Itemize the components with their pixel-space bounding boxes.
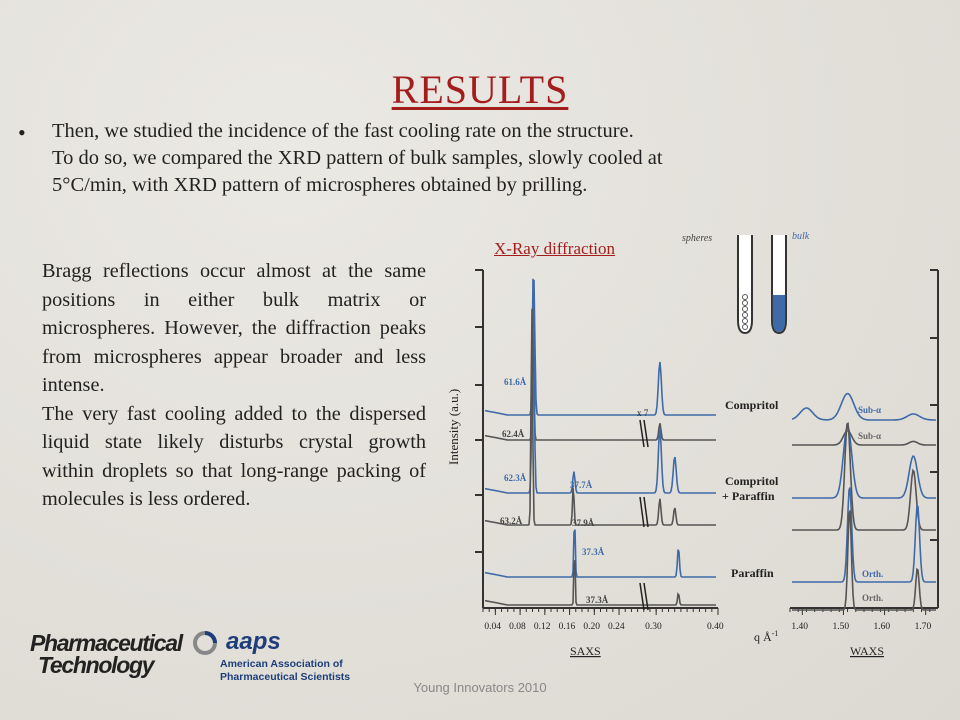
x-tick-label: 0.30	[645, 622, 662, 632]
intro-line-3: 5°C/min, with XRD pattern of microspheres obtained by prilling.	[52, 174, 588, 196]
saxs-frame	[483, 270, 718, 608]
aaps-wordmark: aaps	[226, 628, 281, 655]
waxs-series-line	[792, 488, 936, 582]
x-tick-label: 1.50	[832, 622, 850, 632]
x-tick-label: 1.70	[914, 622, 932, 632]
aaps-subtitle-2: Pharmaceutical Scientists	[220, 671, 351, 683]
waxs-label: WAXS	[850, 644, 885, 658]
aaps-logo	[192, 628, 362, 688]
footer-text: Young Innovators 2010	[413, 680, 547, 695]
peak-label: 62.3Å	[504, 473, 527, 483]
tube-bulk-icon	[772, 235, 786, 333]
x7-label: x 7	[637, 408, 649, 418]
tube-bulk-label: bulk	[792, 231, 810, 242]
aaps-swirl-icon	[192, 630, 222, 656]
sample-label-paraffin: Paraffin	[731, 566, 774, 580]
waxs-phase-label: Sub-α	[858, 405, 882, 415]
tube-spheres-label: spheres	[682, 233, 713, 244]
x-tick-label: 1.40	[791, 622, 808, 632]
x-tick-label: 0.20	[583, 622, 600, 632]
x-unit-label: q $Å^{-1}$	[754, 629, 779, 644]
sample-label-compritol-paraffin-2: + Paraffin	[722, 489, 775, 503]
x-tick-label: 0.24	[608, 622, 625, 632]
xrd-figure	[430, 225, 950, 665]
sample-label-compritol: Compritol	[725, 398, 779, 412]
intro-line-1: Then, we studied the incidence of the fast cooling rate on the structure.	[52, 120, 634, 142]
x-tick-label: 0.12	[533, 622, 551, 632]
peak-label: 62.4Å	[502, 429, 525, 439]
aaps-subtitle-1: American Association of	[220, 658, 343, 670]
peak-label: 37.3Å	[582, 547, 605, 557]
peak-label: 61.6Å	[504, 377, 527, 387]
peak-label: 37.7Å	[570, 480, 593, 490]
peak-label: 37.3Å	[586, 595, 609, 605]
waxs-phase-label: Sub-α	[858, 431, 882, 441]
saxs-series-line	[485, 280, 716, 415]
x-tick-label: 0.16	[558, 622, 576, 632]
body-paragraph-1: Bragg reflections occur almost at the same positions in either bulk matrix or microspheres. However, the diffraction peaks from microspheres appear broader and less intense.	[42, 260, 426, 396]
slide-title: RESULTS	[391, 67, 569, 112]
x-tick-label: 0.08	[509, 622, 526, 632]
body-text	[42, 257, 426, 514]
y-axis-label: Intensity (a.u.)	[446, 388, 461, 465]
peak-label: 37.9Å	[572, 518, 595, 528]
peak-label: 63.2Å	[500, 516, 523, 526]
x-tick-label: 1.60	[873, 622, 891, 632]
waxs-phase-label: Orth.	[862, 593, 884, 603]
pharmtech-logo-line2: Technology	[38, 652, 154, 678]
bullet-marker: •	[18, 120, 26, 145]
pharmtech-logo-line1: Pharmaceutical	[30, 630, 182, 656]
waxs-phase-label: Orth.	[862, 569, 884, 579]
x-tick-label: 0.04	[484, 622, 501, 632]
sample-label-compritol-paraffin: Compritol	[725, 474, 779, 488]
axis-break-marks	[640, 420, 648, 610]
x-tick-label: 0.40	[707, 622, 724, 632]
pharmaceutical-technology-logo	[30, 630, 180, 680]
body-paragraph-2: The very fast cooling added to the dispersed liquid state likely disturbs crystal growth within droplets so that long-range packing of molecules is less ordered.	[42, 402, 426, 510]
xray-diffraction-label: X-Ray diffraction	[494, 239, 616, 258]
intro-line-2: To do so, we compared the XRD pattern of bulk samples, slowly cooled at	[52, 147, 663, 169]
saxs-label: SAXS	[570, 644, 601, 658]
tube-spheres-icon	[738, 235, 752, 333]
